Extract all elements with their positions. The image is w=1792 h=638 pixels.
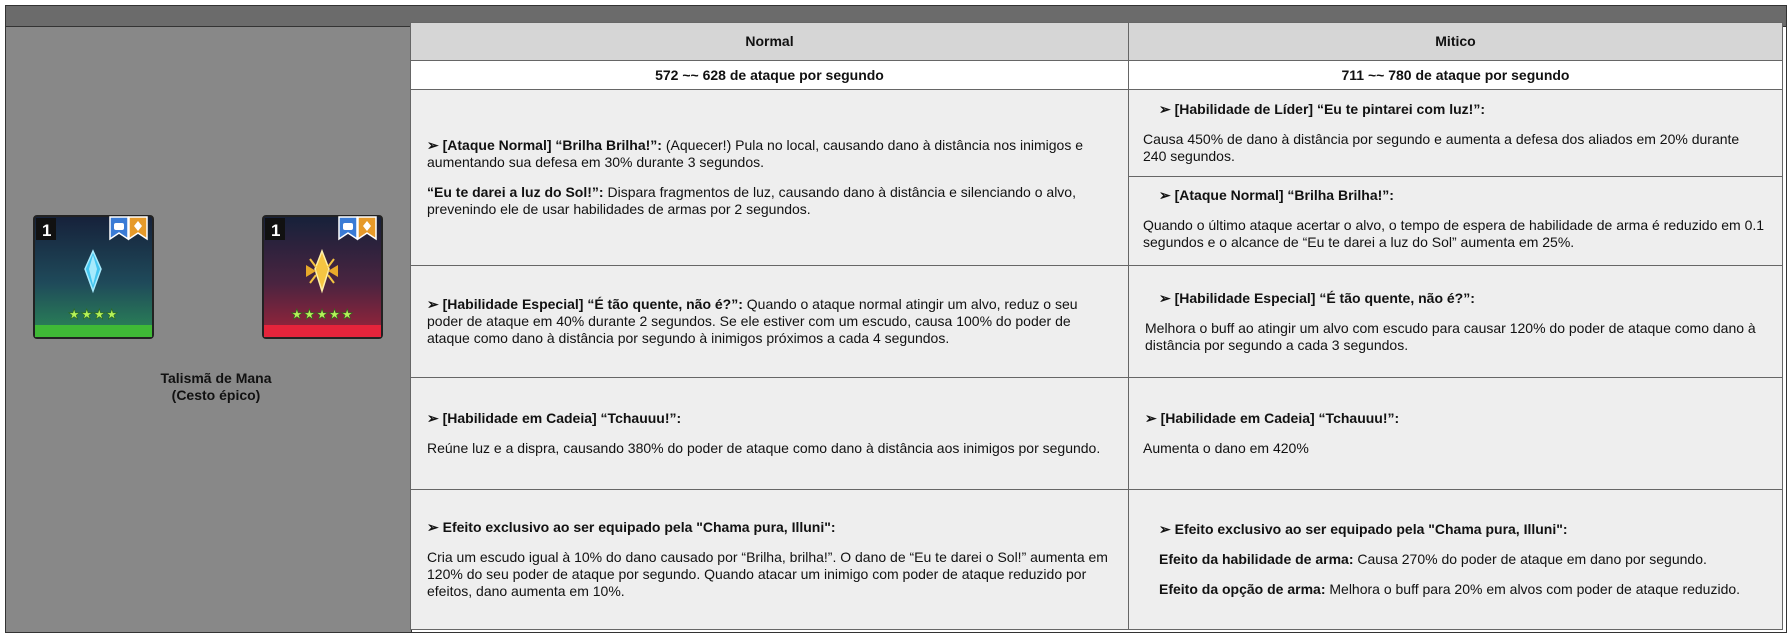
normal-special-cell	[411, 266, 1129, 378]
normal-attack-cell	[411, 90, 1129, 266]
mythic-exclusive-cell	[1129, 490, 1783, 630]
skill-title: ➢ [Ataque Normal] “Brilha Brilha!”:	[427, 137, 662, 153]
level-badge: 1	[42, 221, 52, 240]
skill-text: Quando o último ataque acertar o alvo, o tempo de espera de habilidade de arma é reduzido em 0.1 segundos e o alcance de “Eu te darei a luz do Sol” aumenta em 25%.	[1143, 217, 1765, 250]
normal-chain-cell	[411, 378, 1129, 490]
effect-label: Efeito da habilidade de arma:	[1159, 551, 1354, 567]
star-rating: ★★★★★	[290, 306, 354, 322]
class-badges	[339, 217, 376, 239]
mythic-chain-cell	[1129, 378, 1783, 490]
item-name-line1: Talismã de Mana	[160, 370, 272, 386]
mythic-leader-attack-cell	[1129, 90, 1783, 266]
item-name-line2: (Cesto épico)	[171, 387, 261, 403]
skill-title: ➢ [Habilidade em Cadeia] “Tchauuu!”:	[427, 410, 682, 426]
skill-title: ➢ Efeito exclusivo ao ser equipado pela "Chama pura, Illuni":	[427, 519, 836, 535]
skill-title: ➢ [Habilidade Especial] “É tão quente, não é?”:	[427, 296, 743, 312]
level-badge: 1	[271, 221, 281, 240]
mythic-special-cell	[1129, 266, 1783, 378]
stats-table	[410, 22, 1783, 630]
skill-title: ➢ [Ataque Normal] “Brilha Brilha!”:	[1159, 187, 1394, 203]
attack-normal: 572 ~~ 628 de ataque por segundo	[411, 61, 1129, 90]
skill-text: Causa 450% de dano à distância por segundo e aumenta a defesa dos aliados em 20% durante 240 segundos.	[1143, 131, 1740, 164]
header-mythic: Mitico	[1129, 23, 1783, 61]
skill-text: Reúne luz e a dispra, causando 380% do poder de ataque como dano à distância aos inimigos por segundo.	[427, 440, 1101, 456]
mythic-item-icon	[262, 215, 383, 339]
item-column	[6, 27, 412, 632]
effect-text: Melhora o buff para 20% em alvos com poder de ataque reduzido.	[1325, 581, 1741, 597]
skill-title: ➢ [Habilidade em Cadeia] “Tchauuu!”:	[1145, 410, 1400, 426]
skill-title: ➢ [Habilidade de Líder] “Eu te pintarei com luz!”:	[1159, 101, 1485, 117]
item-name	[66, 370, 366, 404]
attack-mythic: 711 ~~ 780 de ataque por segundo	[1129, 61, 1783, 90]
skill-title: ➢ Efeito exclusivo ao ser equipado pela "Chama pura, Illuni":	[1159, 521, 1568, 537]
skill-text: Melhora o buff ao atingir um alvo com escudo para causar 120% do poder de ataque como dano à distância por segundo a cada 3 segundos.	[1145, 319, 1756, 353]
skill-text: Quando o ataque normal atingir um alvo, reduz o seu poder de ataque em 40% durante 2 segundos. Se ele estiver com um escudo, causa 100% do poder de ataque como dano à distância por segundo à inimigos próximos a cada 4 segundos.	[427, 296, 1078, 346]
skill-text: (Aquecer!) Pula no local, causando dano à distância nos inimigos e aumentando sua defesa em 30% durante 3 segundos.	[427, 137, 1084, 170]
skill-title: ➢ [Habilidade Especial] “É tão quente, não é?”:	[1159, 289, 1475, 306]
skill-text: Aumenta o dano em 420%	[1143, 440, 1309, 456]
class-badges	[110, 217, 147, 239]
skill-text: Cria um escudo igual à 10% do dano causado por “Brilha, brilha!”. O dano de “Eu te darei o Sol!” aumenta em 120% do seu poder de ataque por segundo. Quando atacar um inimigo com poder de ataque reduzido por efeitos, dano aumenta em 10%.	[427, 549, 1108, 599]
normal-exclusive-cell	[411, 490, 1129, 630]
skill-text: Dispara fragmentos de luz, causando dano à distância e silenciando o alvo, prevenindo ele de usar habilidades de armas por 2 segundos.	[427, 184, 1076, 217]
star-rating: ★★★★	[67, 306, 119, 322]
effect-text: Causa 270% do poder de ataque em dano por segundo.	[1353, 551, 1707, 567]
normal-item-icon	[33, 215, 154, 339]
effect-label: Efeito da opção de arma:	[1159, 581, 1326, 597]
header-normal: Normal	[411, 23, 1129, 61]
skill-title: “Eu te darei a luz do Sol!”:	[427, 184, 604, 200]
